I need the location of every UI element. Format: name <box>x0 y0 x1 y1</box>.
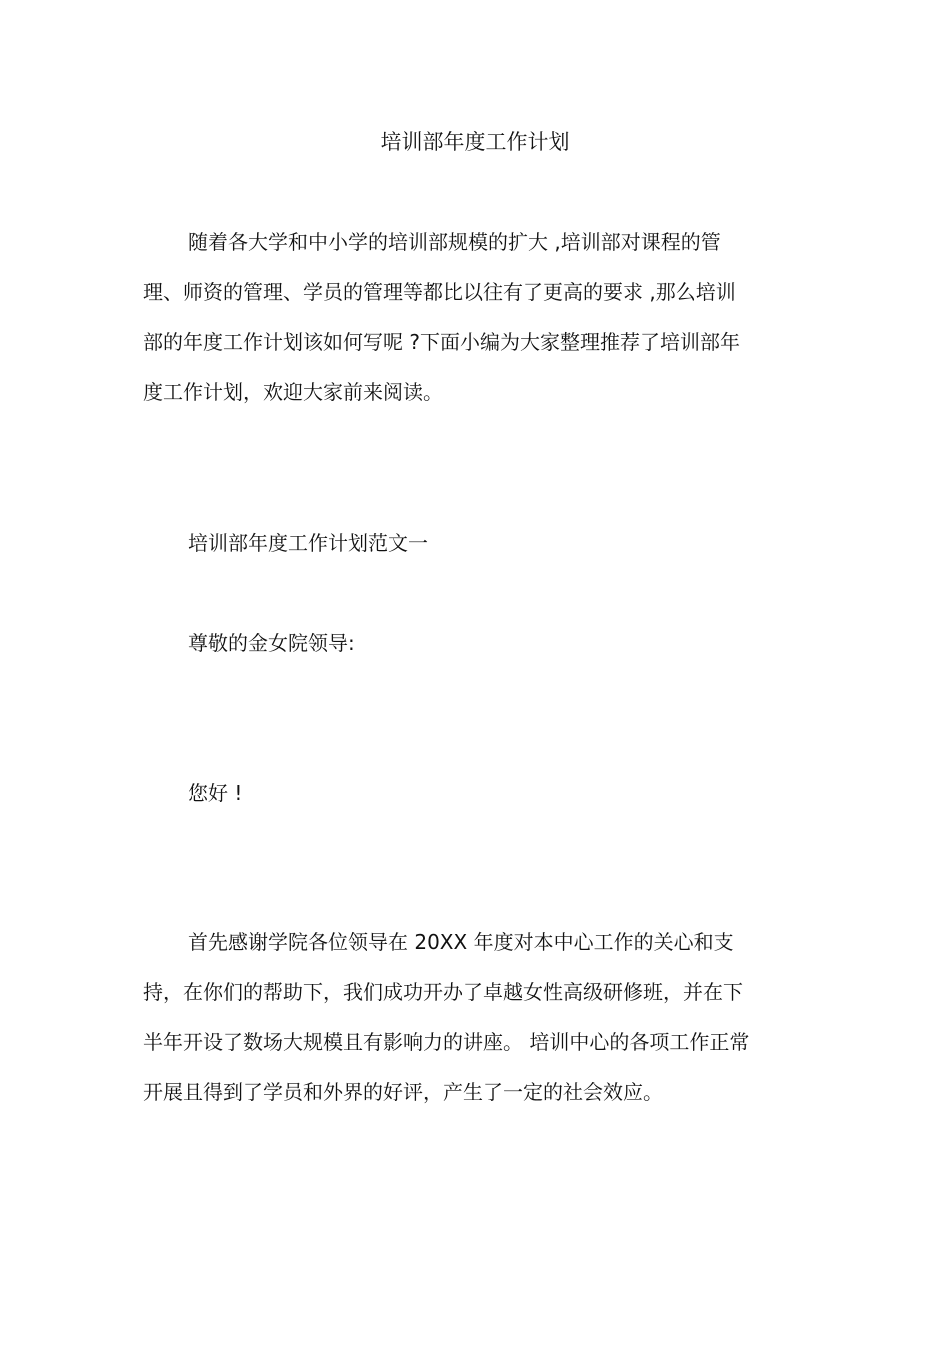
intro-line-3: 部的年度工作计划该如何写呢 ?下面小编为大家整理推荐了培训部年 <box>143 330 740 354</box>
body-line-4: 开展且得到了学员和外界的好评，产生了一定的社会效应。 <box>143 1080 663 1104</box>
body-line-1: 首先感谢学院各位领导在 20XX 年度对本中心工作的关心和支 <box>188 930 734 954</box>
body-line-3: 半年开设了数场大规模且有影响力的讲座。 培训中心的各项工作正常 <box>143 1030 750 1054</box>
intro-line-4: 度工作计划，欢迎大家前来阅读。 <box>143 380 443 404</box>
intro-line-1: 随着各大学和中小学的培训部规模的扩大 ,培训部对课程的管 <box>188 230 721 254</box>
salutation: 尊敬的金女院领导: <box>188 631 355 655</box>
greeting: 您好 ! <box>188 781 243 805</box>
document-title: 培训部年度工作计划 <box>380 130 570 154</box>
intro-line-2: 理、师资的管理、学员的管理等都比以往有了更高的要求 ,那么培训 <box>143 280 736 304</box>
body-line-2: 持，在你们的帮助下，我们成功开办了卓越女性高级研修班，并在下 <box>143 980 743 1004</box>
section-heading: 培训部年度工作计划范文一 <box>188 531 428 555</box>
